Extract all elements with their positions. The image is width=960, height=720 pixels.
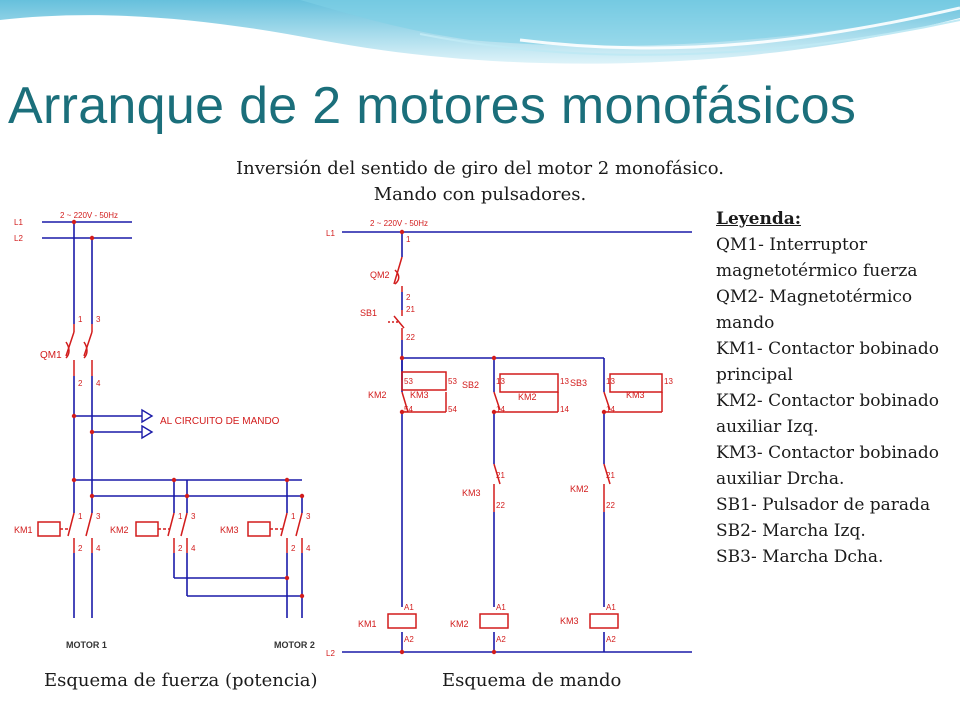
km2-hold-label: KM2: [518, 392, 537, 402]
km3-coil-a1: A1: [606, 603, 616, 612]
motor2-label: MOTOR 2: [274, 640, 315, 650]
km3-terminal-1: 1: [291, 512, 296, 521]
control-l2-label: L2: [326, 649, 335, 658]
control-l1-label: L1: [326, 229, 335, 238]
legend-item-sb1: SB1- Pulsador de parada: [716, 495, 931, 515]
km1-terminal-3: 3: [96, 512, 101, 521]
km2-hold-14: 14: [560, 405, 569, 414]
sb3-label: SB3: [570, 378, 588, 388]
km1-coil-a2: A2: [404, 635, 414, 644]
km3-nc-21: 21: [496, 471, 505, 480]
km3-contact-53: 53: [448, 377, 457, 386]
km3-terminal-4: 4: [306, 544, 311, 553]
km2-coil-label: KM2: [450, 619, 469, 629]
km2-nc-22: 22: [606, 501, 615, 510]
km2-nc-label: KM2: [570, 484, 589, 494]
power-l1-label: L1: [14, 218, 23, 227]
km1-label: KM1: [14, 525, 33, 535]
qm2-label: QM2: [370, 270, 390, 280]
subtitle-line-1: Inversión del sentido de giro del motor 2 monofásico.: [236, 158, 724, 179]
km3-contact-54: 54: [448, 405, 457, 414]
km1-coil-label: KM1: [358, 619, 377, 629]
legend-item-sb2: SB2- Marcha Izq.: [716, 521, 866, 541]
km2-hold-13: 13: [560, 377, 569, 386]
km3-coil-label: KM3: [560, 616, 579, 626]
km3-hold-13: 13: [664, 377, 673, 386]
legend-title: Leyenda:: [716, 209, 801, 229]
qm2-terminal-2: 2: [406, 293, 411, 302]
sb3-terminal-14: 14: [606, 405, 615, 414]
km3-terminal-3: 3: [306, 512, 311, 521]
power-diagram-caption: Esquema de fuerza (potencia): [44, 670, 318, 691]
km2-terminal-1: 1: [178, 512, 183, 521]
km3-hold-label: KM3: [626, 390, 645, 400]
legend-item-qm1: QM1- Interruptor magnetotérmico fuerza: [716, 235, 918, 281]
sb1-terminal-22: 22: [406, 333, 415, 342]
sb2-label: SB2: [462, 380, 480, 390]
km3-aux-label: KM3: [410, 390, 429, 400]
km2-terminal-4: 4: [191, 544, 196, 553]
legend-item-km2: KM2- Contactor bobinado auxiliar Izq.: [716, 391, 939, 437]
control-diagram: [322, 212, 702, 668]
km2-terminal-2: 2: [178, 544, 183, 553]
to-control-label: AL CIRCUITO DE MANDO: [160, 416, 280, 427]
km2-contact-54: 54: [404, 405, 413, 414]
sb3-terminal-13: 13: [606, 377, 615, 386]
km1-terminal-4: 4: [96, 544, 101, 553]
km1-terminal-2: 2: [78, 544, 83, 553]
legend-item-qm2: QM2- Magnetotérmico mando: [716, 287, 913, 333]
legend-item-km3: KM3- Contactor bobinado auxiliar Drcha.: [716, 443, 939, 489]
km1-terminal-1: 1: [78, 512, 83, 521]
km2-aux-label: KM2: [368, 390, 387, 400]
motor1-label: MOTOR 1: [66, 640, 107, 650]
qm1-terminal-3: 3: [96, 315, 101, 324]
sb1-terminal-21: 21: [406, 305, 415, 314]
qm1-terminal-4: 4: [96, 379, 101, 388]
km3-nc-label: KM3: [462, 488, 481, 498]
sb2-terminal-14: 14: [496, 405, 505, 414]
km2-terminal-3: 3: [191, 512, 196, 521]
subtitle-line-2: Mando con pulsadores.: [373, 184, 587, 205]
power-supply-label: 2 ~ 220V - 50Hz: [60, 211, 119, 220]
subtitle: [160, 156, 800, 208]
control-diagram-caption: Esquema de mando: [442, 670, 622, 691]
km2-contact-53: 53: [404, 377, 413, 386]
power-l2-label: L2: [14, 234, 23, 243]
power-diagram: [12, 208, 330, 668]
km3-coil-a2: A2: [606, 635, 616, 644]
km3-label: KM3: [220, 525, 239, 535]
km2-coil-a1: A1: [496, 603, 506, 612]
km2-coil-a2: A2: [496, 635, 506, 644]
page-title: Arranque de 2 motores monofásicos: [8, 77, 857, 135]
km1-coil-a1: A1: [404, 603, 414, 612]
qm1-terminal-1: 1: [78, 315, 83, 324]
qm1-label: QM1: [40, 350, 62, 361]
control-supply-label: 2 ~ 220V - 50Hz: [370, 219, 429, 228]
sb2-terminal-13: 13: [496, 377, 505, 386]
km3-terminal-2: 2: [291, 544, 296, 553]
legend-item-sb3: SB3- Marcha Dcha.: [716, 547, 884, 567]
km3-nc-22: 22: [496, 501, 505, 510]
qm2-terminal-1: 1: [406, 235, 411, 244]
legend-item-km1: KM1- Contactor bobinado principal: [716, 339, 939, 385]
sb1-label: SB1: [360, 308, 378, 318]
km2-label: KM2: [110, 525, 129, 535]
qm1-terminal-2: 2: [78, 379, 83, 388]
legend: [716, 206, 956, 570]
km2-nc-21: 21: [606, 471, 615, 480]
